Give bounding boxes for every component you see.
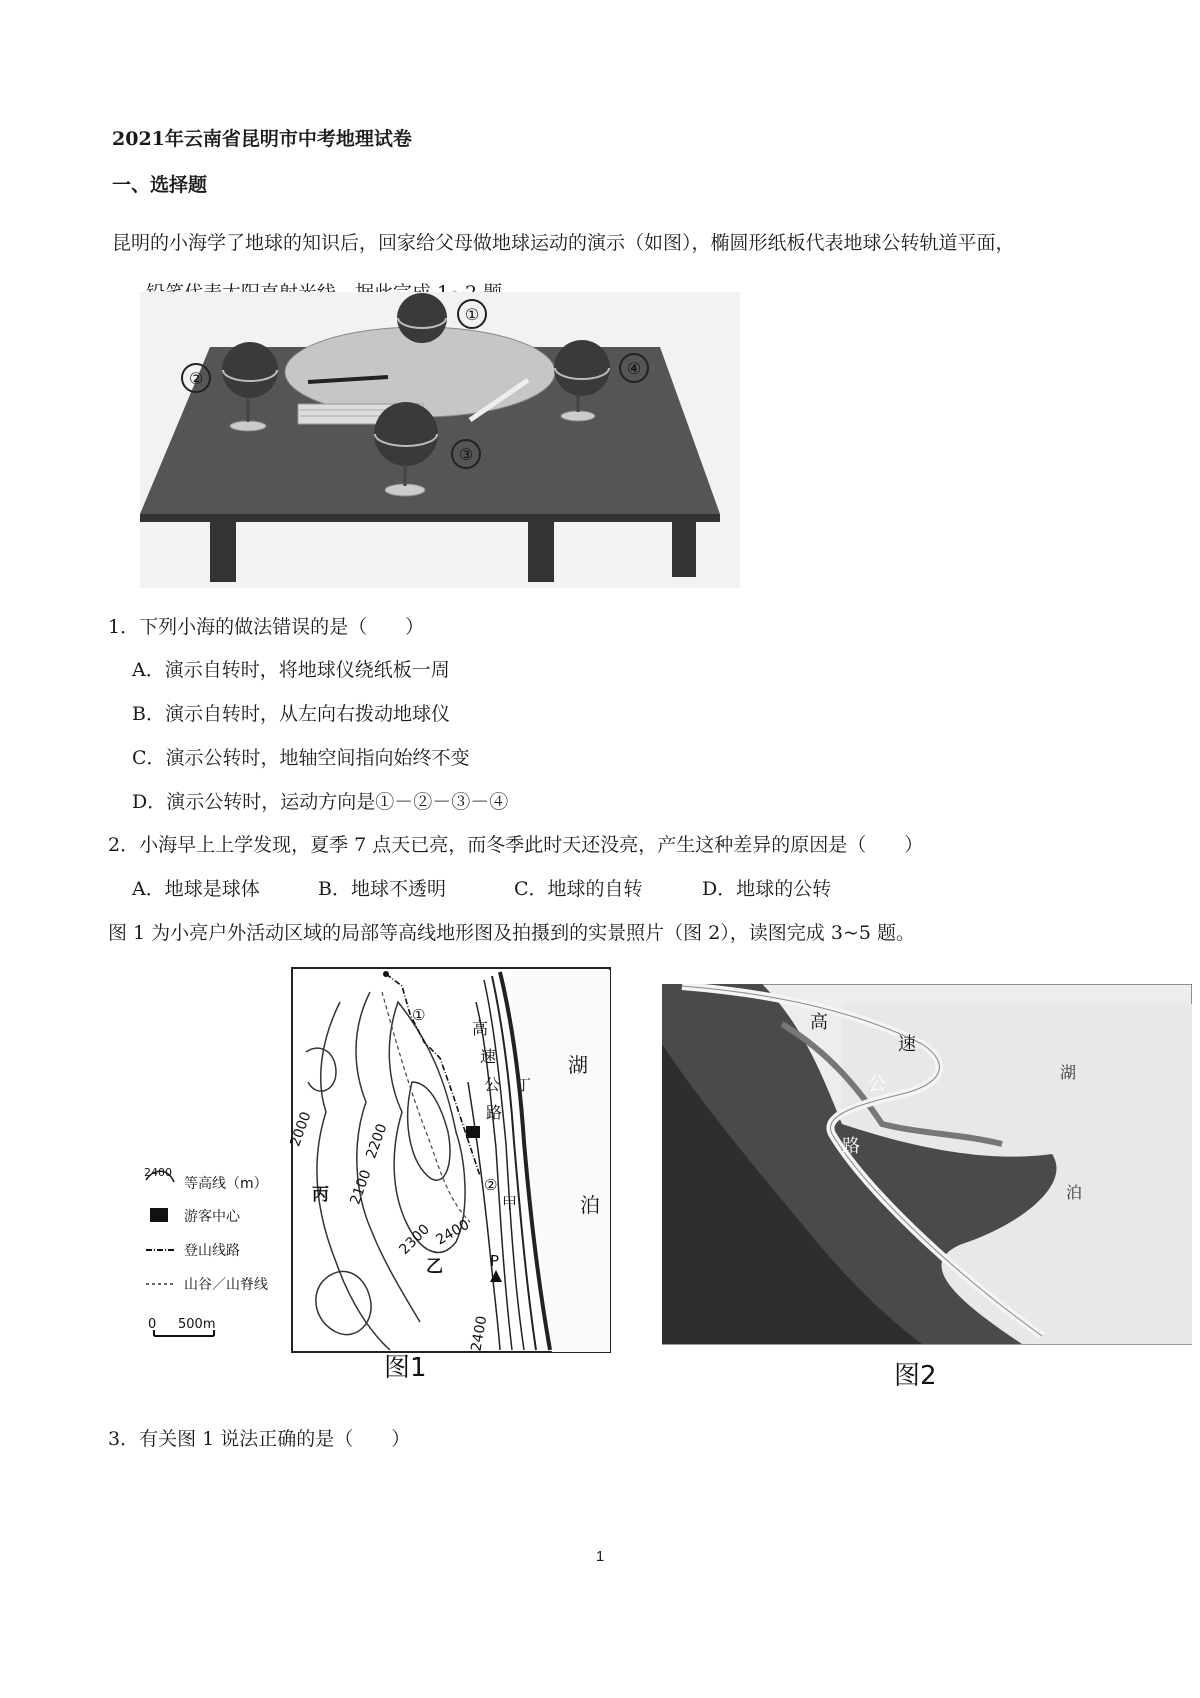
scale-zero: 0 [148, 1317, 157, 1332]
question-2-option-c: C．地球的自转 [514, 878, 643, 900]
scale-label: 500m [178, 1317, 216, 1332]
contour-value: 2000 [287, 1109, 315, 1149]
figure-1-caption: 图1 [384, 1353, 427, 1382]
contour-value: 2400 [433, 1216, 473, 1249]
question-3-stem: 3．有关图 1 说法正确的是（ ） [108, 1428, 411, 1450]
map-road-label: 路 [486, 1103, 503, 1122]
visitor-center-marker [466, 1126, 480, 1138]
landscape-photo-figure [662, 984, 1192, 1394]
question-2-option-a: A．地球是球体 [132, 878, 260, 900]
legend-contour-value: 2400 [144, 1166, 172, 1179]
place-label-point-2: ② [484, 1176, 498, 1194]
place-label-bing: 丙 [312, 1185, 329, 1205]
place-label-ding: 丁 [516, 1076, 532, 1094]
photo-road-label: 路 [842, 1136, 860, 1157]
exam-title: 2021年云南省昆明市中考地理试卷 [112, 128, 412, 150]
question-1-option-c: C．演示公转时，地轴空间指向始终不变 [132, 747, 470, 769]
contour-value: 2100 [347, 1167, 375, 1207]
map-lake-label: 泊 [580, 1193, 600, 1217]
place-label-jia: 甲 [502, 1194, 518, 1212]
contour-value: 2200 [363, 1121, 391, 1161]
intro-line-1: 昆明的小海学了地球的知识后，回家给父母做地球运动的演示（如图），椭圆形纸板代表地球公转轨道平面， [112, 232, 1015, 254]
question-2-stem: 2．小海早上上学发现，夏季 7 点天已亮，而冬季此时天还没亮，产生这种差异的原因是（ ） [108, 834, 924, 856]
photo-road-label: 速 [898, 1034, 916, 1055]
question-1-option-b: B．演示自转时，从左向右拨动地球仪 [132, 703, 450, 725]
place-label-point-1: ① [412, 1006, 426, 1024]
map-lake-label: 湖 [568, 1053, 588, 1077]
legend-item-visitor-center: 游客中心 [184, 1209, 240, 1225]
page-number: 1 [595, 1548, 605, 1565]
map-road-label: 速 [480, 1047, 497, 1066]
place-label-yi: 乙 [426, 1257, 443, 1277]
question-2-option-d: D．地球的公转 [702, 878, 832, 900]
section-heading: 一、选择题 [112, 174, 208, 196]
legend-item-valley-ridge: 山谷／山脊线 [184, 1277, 268, 1293]
question-2-option-b: B．地球不透明 [318, 878, 446, 900]
legend-visitor-center-icon [150, 1208, 168, 1222]
globe-label: ② [188, 369, 204, 388]
legend-item-route: 登山线路 [184, 1243, 240, 1259]
globe-table-figure [140, 292, 740, 588]
photo-lake-label: 湖 [1060, 1063, 1077, 1082]
figure-2-caption: 图2 [894, 1361, 937, 1391]
contour-value: 2400 [468, 1314, 491, 1353]
map-road-label: 公 [484, 1075, 501, 1094]
photo-road-label: 公 [868, 1074, 886, 1095]
intro-questions-3-5: 图 1 为小亮户外活动区域的局部等高线地形图及拍摄到的实景照片（图 2），读图完成 3~5 题。 [108, 922, 915, 944]
question-1-stem: 1．下列小海的做法错误的是（ ） [108, 616, 425, 638]
globe-label: ④ [626, 359, 642, 378]
map-legend [144, 1166, 268, 1336]
question-1-option-a: A．演示自转时，将地球仪绕纸板一周 [132, 659, 450, 681]
legend-item-contour: 等高线（m） [184, 1176, 268, 1192]
globe-label: ③ [458, 445, 474, 464]
map-road-label: 高 [472, 1019, 489, 1038]
contour-map-figure [140, 962, 620, 1382]
place-label-p: P [490, 1252, 500, 1270]
photo-road-label: 高 [810, 1012, 828, 1033]
contour-value: 2300 [396, 1221, 433, 1258]
photo-lake-label: 泊 [1066, 1183, 1083, 1202]
question-1-option-d: D．演示公转时，运动方向是①－②－③－④ [132, 791, 509, 813]
globe-label: ① [464, 305, 480, 324]
